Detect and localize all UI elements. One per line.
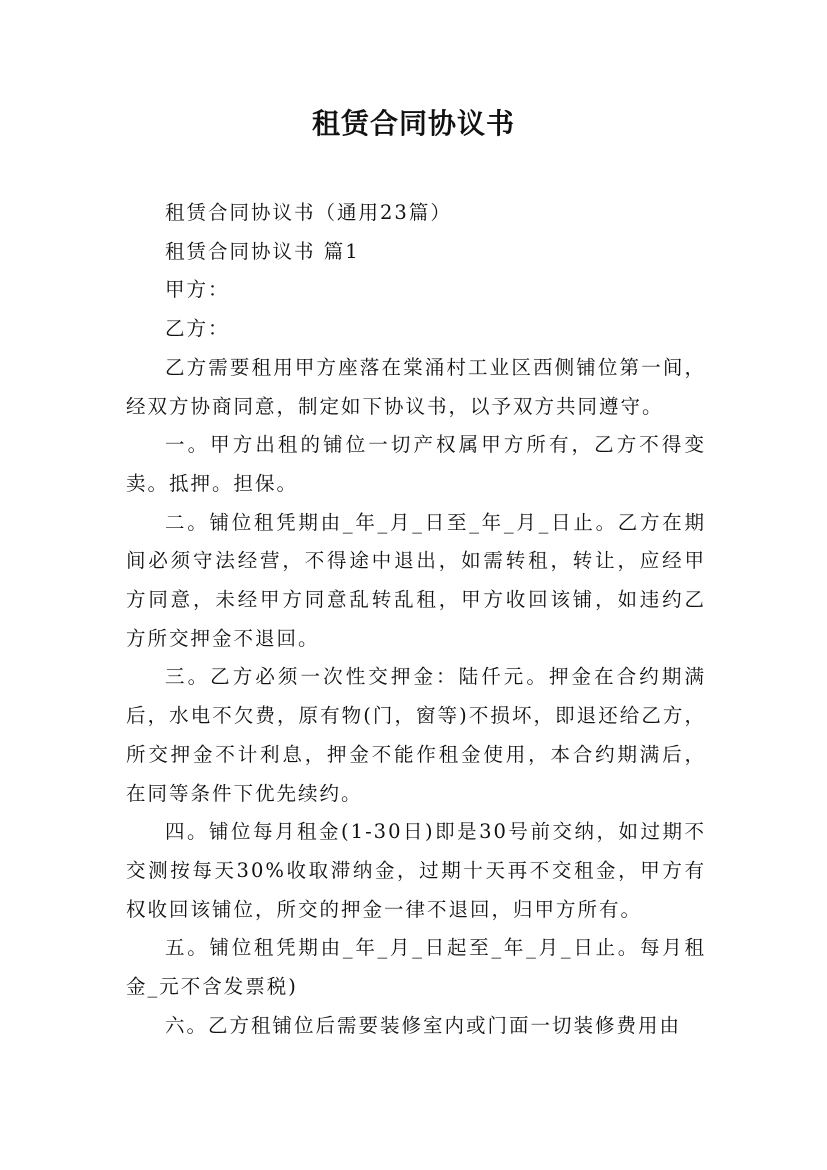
paragraph-clause-5: 五。铺位租凭期由_年_月_日起至_年_月_日止。每月租金_元不含发票税) — [126, 936, 706, 999]
paragraph-clause-6: 六。乙方租铺位后需要装修室内或门面一切装修费用由 — [165, 1013, 682, 1037]
paragraph-clause-1: 一。甲方出租的铺位一切产权属甲方所有，乙方不得变卖。抵押。担保。 — [126, 433, 706, 495]
paragraph-section-heading: 租赁合同协议书 篇1 — [165, 239, 360, 263]
document-title: 租赁合同协议书 — [311, 107, 515, 140]
document-body — [126, 194, 706, 1045]
paragraph-subtitle: 租赁合同协议书（通用23篇） — [165, 201, 452, 224]
paragraph-clause-2: 二。铺位租凭期由_年_月_日至_年_月_日止。乙方在期间必须守法经营，不得途中退出，如需转租，转让，应经甲方同意，未经甲方同意乱转乱租，甲方收回该铺，如违约乙方所交押金不退回。 — [126, 510, 706, 650]
paragraph-clause-3: 三。乙方必须一次性交押金：陆仟元。押金在合约期满后，水电不欠费，原有物(门，窗等)不损坏，即退还给乙方，所交押金不计利息，押金不能作租金使用，本合约期满后，在同等条件下优先续约。 — [126, 665, 706, 805]
paragraph-clause-4: 四。铺位每月租金(1-30日)即是30号前交纳，如过期不交测按每天30%收取滞纳金，过期十天再不交租金，甲方有权收回该铺位，所交的押金一律不退回，归甲方所有。 — [126, 820, 706, 921]
paragraph-party-a: 甲方： — [165, 278, 230, 302]
paragraph-intro: 乙方需要租用甲方座落在棠涌村工业区西侧铺位第一间，经双方协商同意，制定如下协议书，以予双方共同遵守。 — [126, 355, 706, 418]
paragraph-party-b: 乙方： — [165, 317, 230, 341]
